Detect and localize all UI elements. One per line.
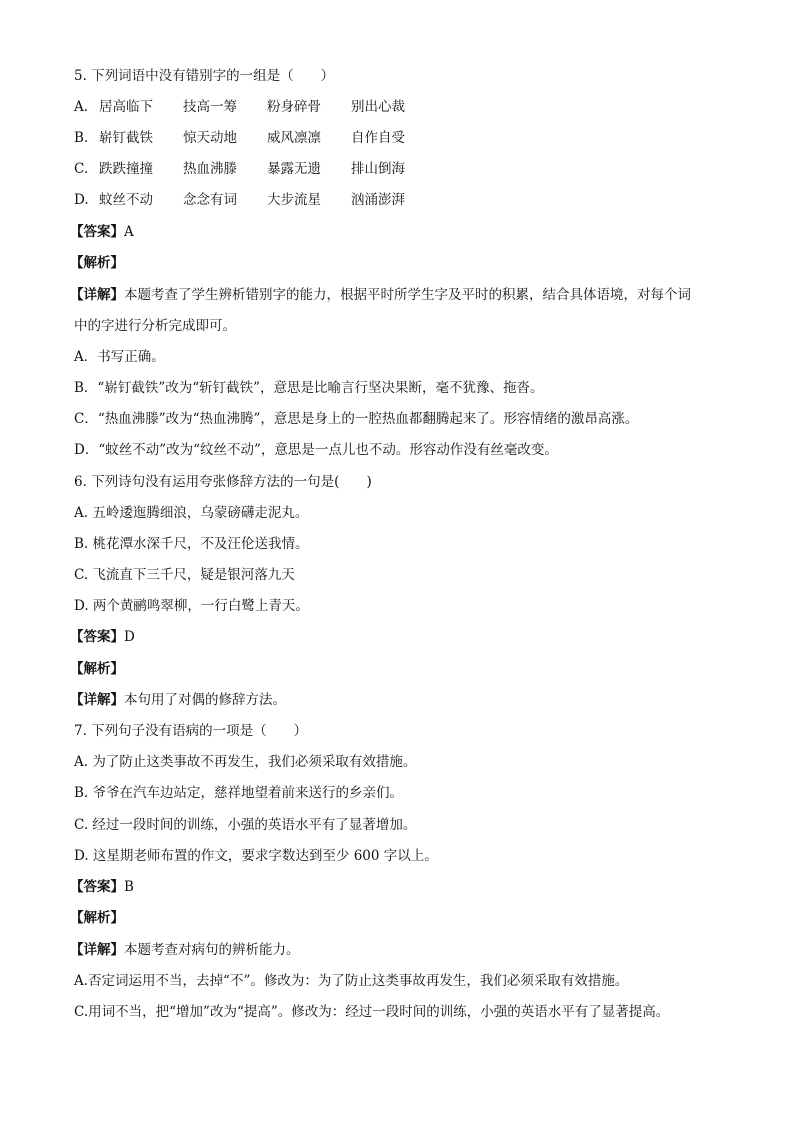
q6-option-d: D. 两个黄鹂鸣翠柳，一行白鹭上青天。 bbox=[74, 598, 309, 614]
detail-tag: 【详解】 bbox=[70, 692, 124, 708]
option-word: 暴露无遗 bbox=[267, 161, 321, 177]
q6-option-a: A. 五岭逶迤腾细浪，乌蒙磅礴走泥丸。 bbox=[74, 505, 309, 521]
detail-tag: 【详解】 bbox=[70, 942, 124, 958]
answer-tag: 【答案】 bbox=[70, 224, 124, 240]
q7-detail bbox=[70, 940, 300, 960]
q7-answer bbox=[70, 877, 134, 897]
option-word: 威风凛凛 bbox=[267, 130, 321, 146]
detail-text: 本题考查了学生辨析错别字的能力，根据平时所学生字及平时的积累，结合具体语境，对每个词 bbox=[124, 287, 691, 303]
answer-value: B bbox=[124, 879, 134, 895]
q7-option-a: A. 为了防止这类事故不再发生，我们必须采取有效措施。 bbox=[74, 754, 417, 770]
option-label: A. bbox=[74, 99, 89, 115]
q5-stem: 5. 下列词语中没有错别字的一组是（ ） bbox=[74, 68, 335, 84]
q7-option-c: C. 经过一段时间的训练，小强的英语水平有了显著增加。 bbox=[74, 817, 417, 833]
option-word: 居高临下 bbox=[99, 99, 153, 115]
q5-note-b: B．“崭钉截铁”改为“斩钉截铁”，意思是比喻言行坚决果断，毫不犹豫、拖沓。 bbox=[74, 380, 544, 396]
option-word: 跌跌撞撞 bbox=[99, 161, 153, 177]
answer-value: D bbox=[124, 629, 135, 645]
option-word: 自作自受 bbox=[351, 130, 405, 146]
option-label: D. bbox=[74, 192, 89, 208]
q5-option-b bbox=[74, 128, 435, 148]
q6-answer bbox=[70, 627, 135, 647]
q6-analysis-tag: 【解析】 bbox=[70, 661, 124, 677]
answer-value: A bbox=[124, 224, 134, 240]
q7-stem: 7. 下列句子没有语病的一项是（ ） bbox=[74, 723, 308, 739]
detail-tag: 【详解】 bbox=[70, 287, 124, 303]
q6-detail bbox=[70, 690, 286, 710]
q5-option-a bbox=[74, 97, 435, 117]
option-label: C. bbox=[74, 161, 89, 177]
q5-note-a: A．书写正确。 bbox=[74, 349, 165, 365]
option-word: 别出心裁 bbox=[351, 99, 405, 115]
q5-note-c: C．“热血沸滕”改为“热血沸腾”，意思是身上的一腔热血都翻腾起来了。形容情绪的激昂高涨。 bbox=[74, 411, 639, 427]
q7-option-b: B. 爷爷在汽车边站定，慈祥地望着前来送行的乡亲们。 bbox=[74, 785, 404, 801]
q6-stem: 6. 下列诗句没有运用夸张修辞方法的一句是( ) bbox=[74, 474, 372, 490]
q5-detail bbox=[70, 285, 691, 305]
answer-tag: 【答案】 bbox=[70, 879, 124, 895]
q7-note-a: A.否定词运用不当，去掉“不”。修改为：为了防止这类事故再发生，我们必须采取有效措施。 bbox=[74, 973, 629, 989]
option-word: 崭钉截铁 bbox=[99, 130, 153, 146]
q5-detail-cont: 中的字进行分析完成即可。 bbox=[74, 318, 236, 334]
option-word: 汹涌澎湃 bbox=[351, 192, 405, 208]
q6-option-b: B. 桃花潭水深千尺，不及汪伦送我情。 bbox=[74, 536, 309, 552]
option-word: 粉身碎骨 bbox=[267, 99, 321, 115]
q7-note-c: C.用词不当，把“增加”改为“提高”。修改为：经过一段时间的训练，小强的英语水平有了显著提高。 bbox=[74, 1004, 670, 1020]
q5-answer bbox=[70, 222, 134, 242]
q5-analysis-tag: 【解析】 bbox=[70, 255, 124, 271]
option-word: 蚊丝不动 bbox=[99, 192, 153, 208]
option-word: 技高一筹 bbox=[183, 99, 237, 115]
option-word: 大步流星 bbox=[267, 192, 321, 208]
option-word: 念念有词 bbox=[183, 192, 237, 208]
detail-text: 本句用了对偶的修辞方法。 bbox=[124, 692, 286, 708]
option-word: 惊天动地 bbox=[183, 130, 237, 146]
option-word: 排山倒海 bbox=[351, 161, 405, 177]
q7-analysis-tag: 【解析】 bbox=[70, 910, 124, 926]
q5-option-c bbox=[74, 159, 435, 179]
q5-option-d bbox=[74, 190, 435, 210]
answer-tag: 【答案】 bbox=[70, 629, 124, 645]
option-word: 热血沸滕 bbox=[183, 161, 237, 177]
q7-option-d: D. 这星期老师布置的作文，要求字数达到至少 600 字以上。 bbox=[74, 848, 438, 864]
detail-text: 本题考查对病句的辨析能力。 bbox=[124, 942, 300, 958]
q5-note-d: D．“蚊丝不动”改为“纹丝不动”，意思是一点儿也不动。形容动作没有丝毫改变。 bbox=[74, 442, 558, 458]
q6-option-c: C. 飞流直下三千尺，疑是银河落九天 bbox=[74, 567, 295, 583]
option-label: B. bbox=[74, 130, 89, 146]
